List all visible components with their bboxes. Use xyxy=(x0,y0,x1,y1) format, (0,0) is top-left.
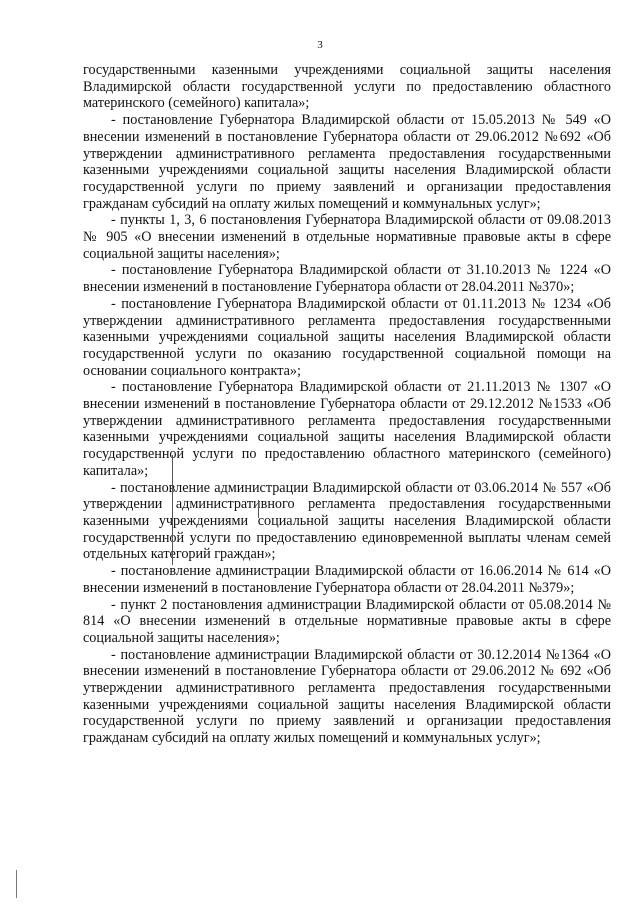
list-item: - постановление Губернатора Владимирской области от 15.05.2013 № 549 «О внесении изменений в постановление Губернатора области от 29.06.2012 №692 «Об утверждении административного регламента предоставления государственными казенными учреждениями социальной защиты населения Владимирской области государственной услуги по приему заявлений и организации предоставления гражданам субсидий на оплату жилых помещений и коммунальных услуг»; xyxy=(83,112,611,212)
page-number: 3 xyxy=(317,39,323,51)
list-item: - постановление Губернатора Владимирской области от 21.11.2013 № 1307 «О внесении изменений в постановление Губернатора области от 29.12.2012 №1533 «Об утверждении административного регламента предоставления государственными казенными учреждениями социальной защиты населения Владимирской области государственной услуги по предоставлению областного материнского (семейного) капитала»; xyxy=(83,379,611,479)
scan-edge-mark xyxy=(16,870,17,898)
list-item: - постановление Губернатора Владимирской области от 01.11.2013 № 1234 «Об утверждении административного регламента предоставления государственными казенными учреждениями социальной защиты населения Владимирской области государственной услуги по оказанию государственной социальной помощи на основании социального контракта»; xyxy=(83,295,611,379)
scan-artifact-line xyxy=(172,455,173,565)
list-item: - пункт 2 постановления администрации Владимирской области от 05.08.2014 № 814 «О внесении изменений в отдельные нормативные правовые акты в сфере социальной защиты населения»; xyxy=(83,596,611,646)
list-item: - постановление администрации Владимирской области от 30.12.2014 №1364 «О внесении изменений в постановление Губернатора области от 29.06.2012 № 692 «Об утверждении административного регламента предоставления государственными казенными учреждениями социальной защиты населения Владимирской области государственной услуги по приему заявлений и организации предоставления гражданам субсидий на оплату жилых помещений и коммунальных услуг»; xyxy=(83,646,611,747)
scan-artifact-line xyxy=(258,500,259,518)
list-item: - постановление администрации Владимирской области от 03.06.2014 № 557 «Об утверждении административного регламента предоставления государственными казенными учреждениями социальной защиты населения Владимирской области государственной услуги по предоставлению единовременной выплаты членам семей отдельных категорий граждан»; xyxy=(83,479,611,563)
list-item: - постановление администрации Владимирской области от 16.06.2014 № 614 «О внесении изменений в постановление Губернатора области от 28.04.2011 №379»; xyxy=(83,563,611,596)
paragraph-continuation: государственными казенными учреждениями социальной защиты населения Владимирской области государственной услуги по предоставлению областного материнского (семейного) капитала»; xyxy=(83,62,611,112)
list-item: - пункты 1, 3, 6 постановления Губернатора Владимирской области от 09.08.2013 № 905 «О внесении изменений в отдельные нормативные правовые акты в сфере социальной защиты населения»; xyxy=(83,212,611,262)
list-item: - постановление Губернатора Владимирской области от 31.10.2013 № 1224 «О внесении изменений в постановление Губернатора области от 28.04.2011 №370»; xyxy=(83,262,611,296)
document-body xyxy=(83,62,611,747)
